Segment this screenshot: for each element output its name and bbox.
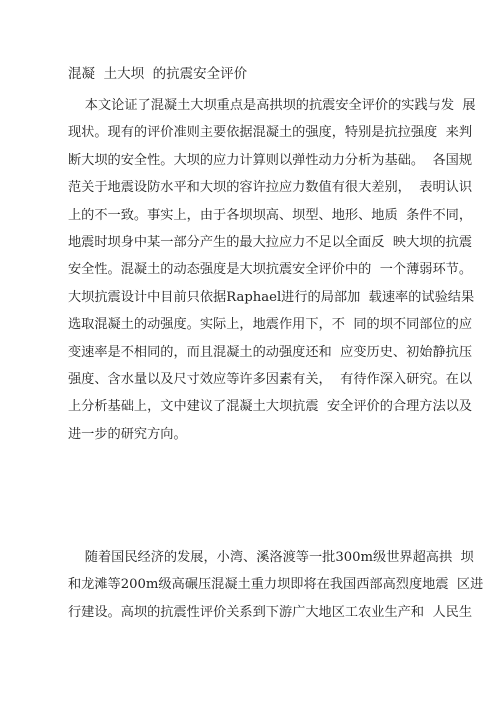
paragraph-line: 现状。现有的评价准则主要依据混凝土的强度，特别是抗拉强度 来判 (68, 125, 473, 141)
paragraph-line: 强度、含水量以及尺寸效应等许多因素有关， 有待作深入研究。在以 (68, 371, 473, 387)
paragraph-line: 本文论证了混凝土大坝重点是高拱坝的抗震安全评价的实践与发 展 (68, 98, 476, 113)
paragraph-line: 和龙滩等200m级高碾压混凝土重力坝即将在我国西部高烈度地震 区进 (68, 577, 484, 593)
intro-paragraph (68, 544, 484, 626)
paragraph-line: 大坝抗震设计中目前只依据Raphael进行的局部加 载速率的试验结果 (68, 289, 475, 305)
paragraph-line: 选取混凝土的动强度。实际上，地震作用下，不 同的坝不同部位的应 (68, 317, 473, 333)
paragraph-line: 上的不一致。事实上，由于各坝坝高、坝型、地形、地质 条件不同， (68, 207, 473, 223)
paragraph-line: 进一步的研究方向。 (68, 426, 187, 442)
abstract-paragraph (68, 92, 476, 448)
paragraph-line: 范关于地震设防水平和大坝的容许拉应力数值有很大差别， 表明认识 (68, 180, 473, 196)
paragraph-line: 断大坝的安全性。大坝的应力计算则以弹性动力分析为基础。 各国规 (68, 152, 473, 168)
paragraph-line: 变速率是不相同的，而且混凝土的动强度还和 应变历史、初始静抗压 (68, 344, 473, 360)
paragraph-line: 地震时坝身中某一部分产生的最大拉应力不足以全面反 映大坝的抗震 (68, 234, 473, 250)
paragraph-line: 随着国民经济的发展，小湾、溪洛渡等一批300m级世界超高拱 坝 (68, 550, 474, 565)
paragraph-line: 上分析基础上，文中建议了混凝土大坝抗震 安全评价的合理方法以及 (68, 399, 473, 415)
paragraph-line: 安全性。混凝土的动态强度是大坝抗震安全评价中的 一个薄弱环节。 (68, 262, 473, 278)
paragraph-line: 行建设。高坝的抗震性评价关系到下游广大地区工农业生产和 人民生 (68, 604, 473, 620)
document-title: 混凝 土大坝 的抗震安全评价 (68, 66, 248, 82)
